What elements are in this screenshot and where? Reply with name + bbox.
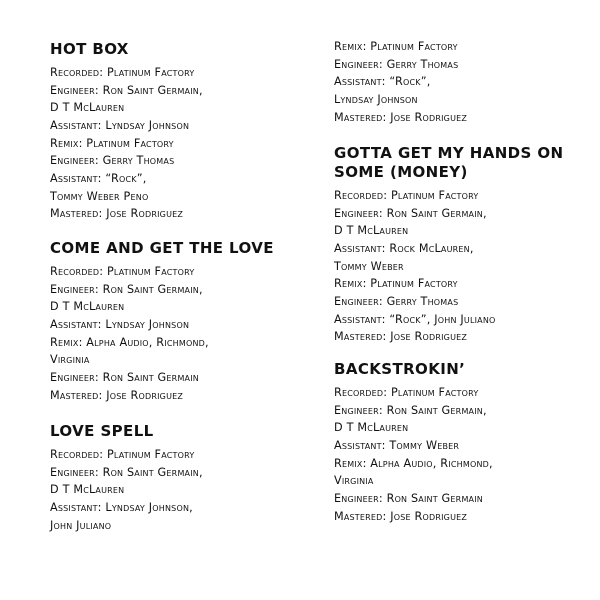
credit-line: Engineer: Ron Saint Germain [50,370,199,384]
song-title: HOT BOX [50,40,129,58]
credit-lines [50,446,320,534]
credit-line: Engineer: Gerry Thomas [334,294,459,308]
credit-line: D T McLauren [50,483,125,497]
credit-line: Virginia [334,474,374,488]
credit-line: Engineer: Gerry Thomas [334,57,459,71]
credit-line: Assistant: Rock McLauren, [334,241,474,255]
credit-line: Tommy Weber [334,259,404,273]
credit-line: Assistant: “Rock”, John Juliano [334,312,496,326]
credit-line: Recorded: Platinum Factory [50,265,195,278]
credit-line: Recorded: Platinum Factory [334,386,479,399]
credit-line: Lyndsay Johnson [334,92,418,106]
credit-line: Recorded: Platinum Factory [50,448,195,461]
credit-line: Virginia [50,353,90,367]
credit-line: Tommy Weber Peno [50,189,149,203]
credit-line: Assistant: Lyndsay Johnson, [50,500,193,514]
song-title: LOVE SPELL [50,422,154,440]
credit-line: Remix: Platinum Factory [334,277,458,291]
credit-lines [50,263,320,404]
credit-line: Engineer: Ron Saint Germain, [334,206,487,220]
credit-line: Engineer: Ron Saint Germain [334,491,483,505]
credit-line: Mastered: Jose Rodriguez [334,330,468,344]
credit-lines [334,38,600,126]
credit-line: Remix: Alpha Audio, Richmond, [334,456,493,470]
credit-line: Mastered: Jose Rodriguez [334,509,468,523]
song-title: BACKSTROKIN’ [334,360,466,378]
credit-line: Remix: Alpha Audio, Richmond, [50,335,209,349]
credits-come-and-get-the-love [50,239,320,404]
credit-line: Recorded: Platinum Factory [334,189,479,202]
credit-line: Assistant: “Rock”, [50,171,147,185]
song-title: GOTTA GET MY HANDS ON SOME (MONEY) [334,144,564,181]
credit-line: John Juliano [50,518,112,532]
credits-gotta-get-my-hands-on-some-money [334,144,600,346]
credit-line: Assistant: Lyndsay Johnson [50,118,190,132]
credit-line: Remix: Platinum Factory [334,40,458,53]
credit-line: Assistant: Lyndsay Johnson [50,317,190,331]
credit-line: Engineer: Gerry Thomas [50,154,175,168]
credit-lines [334,187,600,346]
credit-line: Engineer: Ron Saint Germain, [50,282,203,296]
song-title: COME AND GET THE LOVE [50,239,274,257]
credit-line: Remix: Platinum Factory [50,136,174,150]
credit-line: Recorded: Platinum Factory [50,66,195,79]
credit-line: Assistant: “Rock”, [334,75,431,89]
credits-hot-box [50,40,320,223]
credit-line: Engineer: Ron Saint Germain, [50,83,203,97]
credit-lines [334,384,600,525]
credit-line: Mastered: Jose Rodriguez [50,207,184,221]
credit-line: D T McLauren [334,224,409,238]
credit-line: Mastered: Jose Rodriguez [334,110,468,124]
credit-line: D T McLauren [50,300,125,314]
credits-love-spell [50,422,320,534]
credit-line: Engineer: Ron Saint Germain, [334,403,487,417]
credit-lines [50,64,320,223]
credit-line: D T McLauren [334,421,409,435]
credit-line: D T McLauren [50,101,125,115]
credits-backstrokin [334,360,600,525]
credits-love-spell-continued [334,38,600,126]
credit-line: Assistant: Tommy Weber [334,438,460,452]
credit-line: Engineer: Ron Saint Germain, [50,465,203,479]
credit-line: Mastered: Jose Rodriguez [50,388,184,402]
